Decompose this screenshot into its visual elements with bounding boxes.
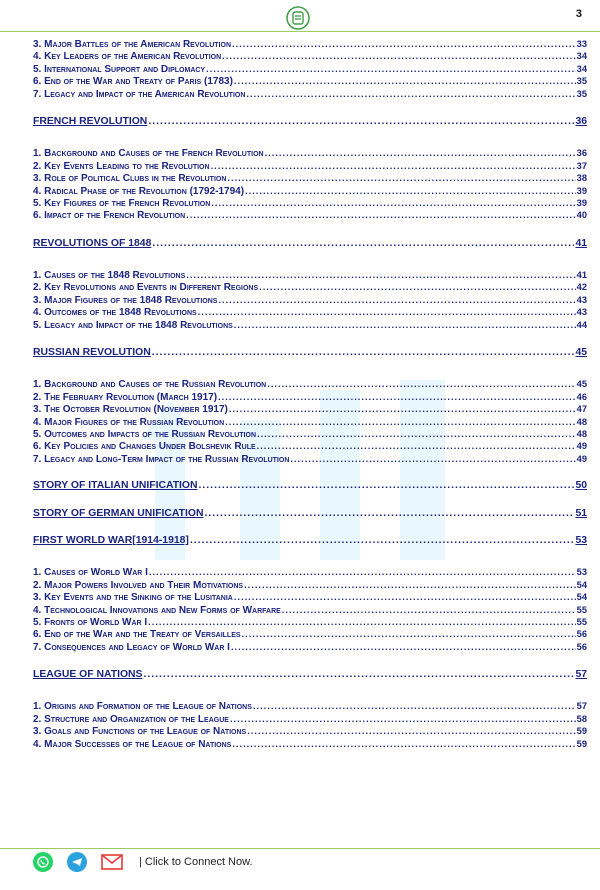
toc-page-number: 56 <box>576 641 587 652</box>
toc-entry-title: 3. Role of Political Clubs in the Revolution <box>33 173 227 185</box>
toc-entry[interactable] <box>33 306 587 318</box>
toc-dot-leader <box>198 306 576 318</box>
toc-dot-leader <box>234 319 576 331</box>
toc-page-number: 53 <box>575 534 587 546</box>
toc-entry-title: 3. Key Events and the Sinking of the Lusitania <box>33 592 233 604</box>
toc-entry-title: 1. Origins and Formation of the League of Nations <box>33 701 252 713</box>
toc-page-number: 40 <box>576 210 587 221</box>
toc-page-number: 44 <box>576 319 587 330</box>
toc-entry-title: 3. Major Figures of the 1848 Revolutions <box>33 294 218 306</box>
toc-entry-title: 3. The October Revolution (November 1917) <box>33 404 228 416</box>
toc-page-number: 45 <box>576 379 587 390</box>
toc-section-entry[interactable] <box>33 347 587 359</box>
toc-entry-title: 4. Major Successes of the League of Nations <box>33 738 232 750</box>
toc-entry-title: 6. End of the War and the Treaty of Versailles <box>33 629 241 641</box>
toc-dot-leader <box>259 281 576 293</box>
toc-section-entry[interactable] <box>33 535 587 547</box>
toc-entry-title: STORY OF ITALIAN UNIFICATION <box>33 480 198 492</box>
toc-entry[interactable] <box>33 579 587 591</box>
toc-entry[interactable] <box>33 566 587 578</box>
toc-dot-leader <box>149 566 576 578</box>
toc-section-entry[interactable] <box>33 480 587 492</box>
toc-entry[interactable] <box>33 738 587 750</box>
toc-entry-title: STORY OF GERMAN UNIFICATION <box>33 507 204 519</box>
toc-page-number: 59 <box>576 726 587 737</box>
toc-entry[interactable] <box>33 616 587 628</box>
toc-entry[interactable] <box>33 628 587 640</box>
logo-icon <box>286 6 310 30</box>
toc-entry[interactable] <box>33 185 587 197</box>
toc-page-number: 42 <box>576 282 587 293</box>
toc-dot-leader <box>186 209 576 221</box>
toc-dot-leader <box>211 197 575 209</box>
toc-entry[interactable] <box>33 63 587 75</box>
toc-entry-title: 1. Background and Causes of the French Revolution <box>33 148 264 160</box>
toc-section-entry[interactable] <box>33 669 587 681</box>
toc-page-number: 37 <box>576 160 587 171</box>
toc-page-number: 35 <box>576 76 587 87</box>
toc-entry-title: 2. Key Events Leading to the Revolution <box>33 160 210 172</box>
toc-entry-title: 1. Causes of World War I <box>33 567 148 579</box>
toc-entry-title: 4. Technological Innovations and New Forms of Warfare <box>33 604 281 616</box>
toc-entry-title: 5. Outcomes and Impacts of the Russian Revolution <box>33 428 256 440</box>
toc-dot-leader <box>230 713 576 725</box>
toc-dot-leader <box>152 238 574 250</box>
toc-entry[interactable] <box>33 725 587 737</box>
toc-entry[interactable] <box>33 294 587 306</box>
toc-dot-leader <box>211 160 576 172</box>
toc-dot-leader <box>229 403 576 415</box>
toc-dot-leader <box>245 185 576 197</box>
toc-entry[interactable] <box>33 160 587 172</box>
toc-entry-title: 4. Outcomes of the 1848 Revolutions <box>33 307 197 319</box>
toc-entry-title: 1. Background and Causes of the Russian Revolution <box>33 379 267 391</box>
toc-dot-leader <box>231 641 576 653</box>
toc-entry-title: RUSSIAN REVOLUTION <box>33 347 151 359</box>
toc-entry-title: 2. Structure and Organization of the League <box>33 713 229 725</box>
toc-section-entry[interactable] <box>33 116 587 128</box>
toc-entry-title: 5. International Support and Diplomacy <box>33 63 206 75</box>
toc-entry-title: 1. Causes of the 1848 Revolutions <box>33 270 186 282</box>
toc-page-number: 57 <box>575 669 587 681</box>
toc-entry[interactable] <box>33 209 587 221</box>
toc-dot-leader <box>190 535 575 547</box>
toc-page-number: 56 <box>576 629 587 640</box>
toc-entry[interactable] <box>33 713 587 725</box>
toc-entry[interactable] <box>33 197 587 209</box>
toc-dot-leader <box>232 38 576 50</box>
toc-entry[interactable] <box>33 75 587 87</box>
toc-entry[interactable] <box>33 453 587 465</box>
toc-dot-leader <box>186 269 575 281</box>
toc-entry-title: 3. Goals and Functions of the League of Nations <box>33 726 247 738</box>
toc-entry-title: 3. Major Battles of the American Revolution <box>33 39 232 50</box>
toc-entry-title: 7. Consequences and Legacy of World War I <box>33 641 230 653</box>
toc-page-number: 39 <box>576 197 587 208</box>
toc-dot-leader <box>247 725 575 737</box>
toc-dot-leader <box>244 579 576 591</box>
toc-entry-title: 2. The February Revolution (March 1917) <box>33 391 218 403</box>
toc-entry[interactable] <box>33 319 587 331</box>
toc-entry[interactable] <box>33 700 587 712</box>
toc-page-number: 39 <box>576 185 587 196</box>
toc-entry[interactable] <box>33 378 587 390</box>
toc-entry[interactable] <box>33 88 587 100</box>
toc-entry[interactable] <box>33 591 587 603</box>
email-icon[interactable] <box>101 854 123 870</box>
toc-page-number: 41 <box>576 270 587 281</box>
toc-dot-leader <box>232 738 575 750</box>
toc-entry-title: 2. Key Revolutions and Events in Different Regions <box>33 282 259 294</box>
toc-entry-title: FIRST WORLD WAR[1914-1918] <box>33 534 189 546</box>
toc-entry[interactable] <box>33 428 587 440</box>
toc-entry[interactable] <box>33 147 587 159</box>
header-divider <box>0 31 600 32</box>
toc-dot-leader <box>290 453 575 465</box>
toc-section-entry[interactable] <box>33 238 587 250</box>
toc-page-number: 46 <box>576 391 587 402</box>
footer <box>33 852 253 872</box>
connect-text[interactable]: | Click to Connect Now. <box>139 856 253 868</box>
toc-entry-title: 6. Key Policies and Changes Under Bolshevik Rule <box>33 441 256 453</box>
toc-dot-leader <box>246 88 575 100</box>
toc-page-number: 45 <box>575 347 587 359</box>
toc-page-number: 35 <box>576 88 587 99</box>
toc-entry[interactable] <box>33 403 587 415</box>
toc-entry[interactable] <box>33 416 587 428</box>
toc-page-number: 55 <box>576 604 587 615</box>
toc-page-number: 41 <box>575 237 587 249</box>
toc-page-number: 48 <box>576 416 587 427</box>
toc-page-number: 43 <box>576 307 587 318</box>
toc-dot-leader <box>199 480 575 492</box>
toc-dot-leader <box>257 440 576 452</box>
toc-entry-title: 4. Radical Phase of the Revolution (1792-1794) <box>33 185 245 197</box>
toc-dot-leader <box>282 604 576 616</box>
toc-page-number: 36 <box>576 148 587 159</box>
toc-entry-title: 5. Key Figures of the French Revolution <box>33 197 211 209</box>
toc-section-entry[interactable] <box>33 508 587 520</box>
toc-page-number: 33 <box>576 39 587 49</box>
whatsapp-icon[interactable] <box>33 852 53 872</box>
toc-entry[interactable] <box>33 604 587 616</box>
toc-page-number: 47 <box>576 404 587 415</box>
page-number: 3 <box>575 8 582 20</box>
toc-entry-title: 5. Fronts of World War I <box>33 616 148 628</box>
toc-entry-title: 7. Legacy and Long-Term Impact of the Russian Revolution <box>33 453 290 465</box>
toc-page-number: 34 <box>576 63 587 74</box>
toc-dot-leader <box>253 700 576 712</box>
telegram-icon[interactable] <box>67 852 87 872</box>
toc-entry[interactable] <box>33 172 587 184</box>
toc-entry-title: LEAGUE OF NATIONS <box>33 669 143 681</box>
toc-page-number: 34 <box>576 51 587 62</box>
toc-page-number: 38 <box>576 173 587 184</box>
toc-entry[interactable] <box>33 281 587 293</box>
toc-entry-title: 5. Legacy and Impact of the 1848 Revolutions <box>33 319 233 331</box>
toc-entry[interactable] <box>33 391 587 403</box>
toc-dot-leader <box>205 508 575 520</box>
toc-page-number: 48 <box>576 428 587 439</box>
toc-entry-title: 7. Legacy and Impact of the American Revolution <box>33 88 246 100</box>
toc-page-number: 43 <box>576 294 587 305</box>
toc-page-number: 50 <box>575 480 587 492</box>
toc-entry[interactable] <box>33 38 587 50</box>
toc-dot-leader <box>148 116 574 128</box>
toc-entry-title: REVOLUTIONS OF 1848 <box>33 237 152 249</box>
toc-page-number: 53 <box>576 567 587 578</box>
toc-dot-leader <box>218 391 576 403</box>
toc-page-number: 58 <box>576 713 587 724</box>
toc-dot-leader <box>242 628 576 640</box>
toc-page-number: 36 <box>575 115 587 127</box>
toc-entry[interactable] <box>33 641 587 653</box>
toc-page-number: 57 <box>576 701 587 712</box>
toc-dot-leader <box>225 416 575 428</box>
toc-dot-leader <box>144 669 575 681</box>
toc-dot-leader <box>257 428 576 440</box>
toc-page-number: 49 <box>576 453 587 464</box>
toc-page-number: 54 <box>576 579 587 590</box>
toc-dot-leader <box>222 50 576 62</box>
toc-dot-leader <box>234 75 576 87</box>
toc-entry-title: 6. End of the War and Treaty of Paris (1783) <box>33 76 233 88</box>
toc-dot-leader <box>267 378 575 390</box>
toc-entry-title: 4. Major Figures of the Russian Revolution <box>33 416 225 428</box>
toc-page-number: 51 <box>575 507 587 519</box>
footer-divider <box>0 848 600 849</box>
toc-entry[interactable] <box>33 50 587 62</box>
toc-entry[interactable] <box>33 440 587 452</box>
toc-entry-title: 2. Major Powers Involved and Their Motivations <box>33 579 244 591</box>
toc-dot-leader <box>148 616 575 628</box>
toc-entry-title: FRENCH REVOLUTION <box>33 115 148 127</box>
toc-dot-leader <box>234 591 576 603</box>
toc-dot-leader <box>152 347 575 359</box>
toc-page-number: 55 <box>576 616 587 627</box>
toc-dot-leader <box>218 294 575 306</box>
toc-page-number: 59 <box>576 738 587 749</box>
toc-page-number: 54 <box>576 592 587 603</box>
toc-page-number: 49 <box>576 441 587 452</box>
toc-dot-leader <box>265 147 576 159</box>
toc-dot-leader <box>227 172 575 184</box>
toc-entry-title: 4. Key Leaders of the American Revolution <box>33 51 222 63</box>
toc-entry-title: 6. Impact of the French Revolution <box>33 210 186 222</box>
table-of-contents <box>33 38 587 750</box>
toc-dot-leader <box>206 63 576 75</box>
toc-entry[interactable] <box>33 269 587 281</box>
